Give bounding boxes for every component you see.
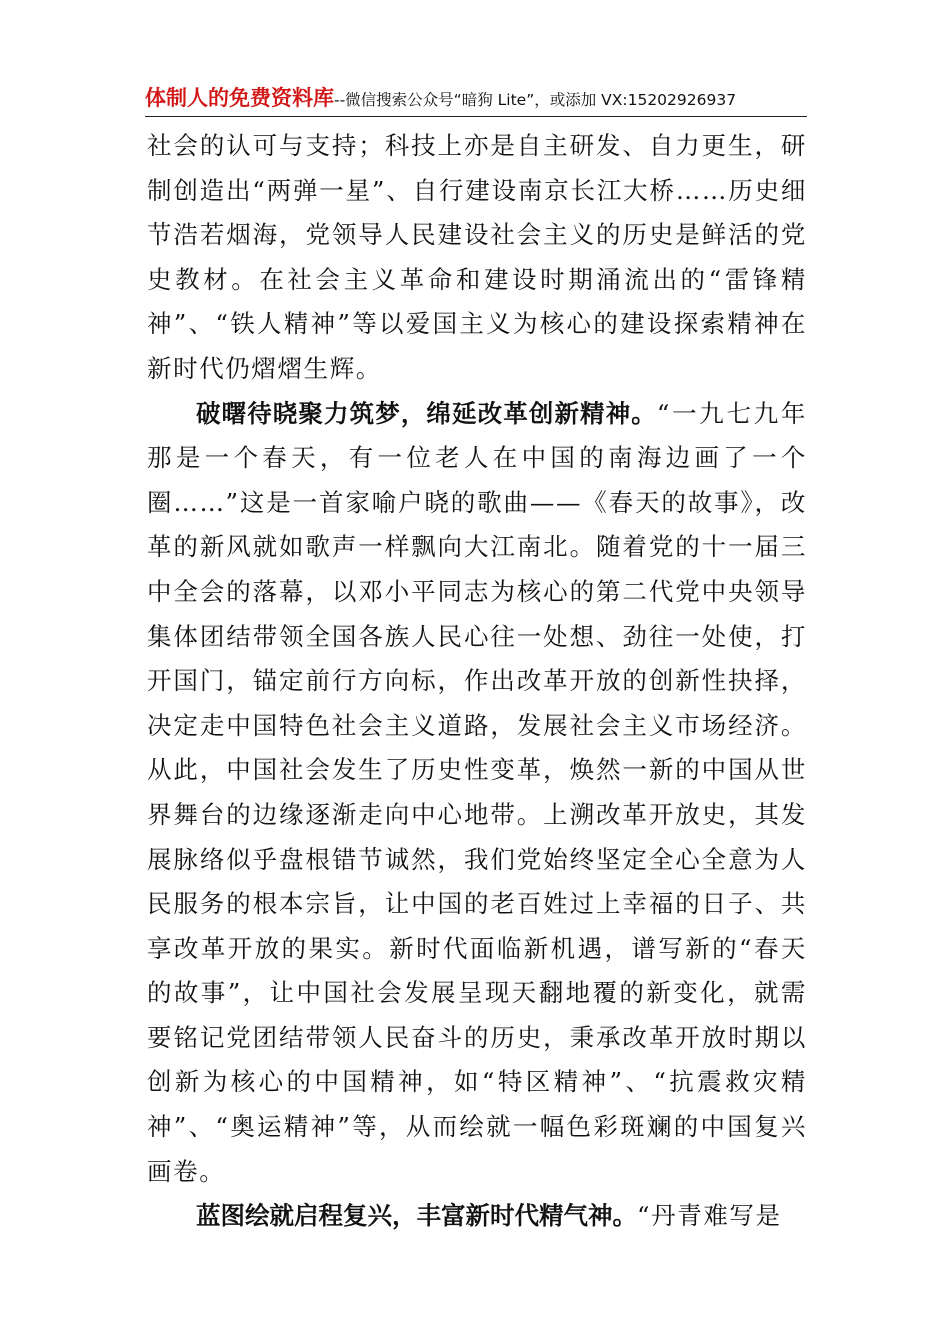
- document-body: [147, 124, 807, 1239]
- paragraph-new-era: [147, 1194, 807, 1239]
- paragraph-text: 社会的认可与支持；科技上亦是自主研发、自力更生，研制创造出“两弹一星”、自行建设南京长江大桥……历史细节浩若烟海，党领导人民建设社会主义的历史是鲜活的党史教材。在社会主义革命和建设时期涌流出的“雷锋精神”、“铁人精神”等以爱国主义为核心的建设探索精神在新时代仍熠熠生辉。: [147, 131, 807, 383]
- paragraph-reform: [147, 392, 807, 1195]
- paragraph-lead: 蓝图绘就启程复兴，丰富新时代精气神。: [196, 1201, 637, 1231]
- paragraph-continued: [147, 124, 807, 392]
- page-header: [145, 82, 807, 117]
- header-contact: --微信搜索公众号“暗狗 Lite”，或添加 VX:15202926937: [334, 91, 737, 109]
- library-name: 体制人的免费资料库: [145, 86, 334, 110]
- paragraph-lead: 破曙待晓聚力筑梦，绵延改革创新精神。: [196, 398, 657, 428]
- paragraph-text: “一九七九年那是一个春天，有一位老人在中国的南海边画了一个圈……”这是一首家喻户晓的歌曲——《春天的故事》，改革的新风就如歌声一样飘向大江南北。随着党的十一届三中全会的落幕，以邓小平同志为核心的第二代党中央领导集体团结带领全国各族人民心往一处想、劲往一处使，打开国门，锚定前行方向标，作出改革开放的创新性抉择，决定走中国特色社会主义道路，发展社会主义市场经济。从此，中国社会发生了历史性变革，焕然一新的中国从世界舞台的边缘逐渐走向中心地带。上溯改革开放史，其发展脉络似乎盘根错节诚然，我们党始终坚定全心全意为人民服务的根本宗旨，让中国的老百姓过上幸福的日子、共享改革开放的果实。新时代面临新机遇，谱写新的“春天的故事”，让中国社会发展呈现天翻地覆的新变化，就需要铭记党团结带领人民奋斗的历史，秉承改革开放时期以创新为核心的中国精神，如“特区精神”、“抗震救灾精神”、“奥运精神”等，从而绘就一幅色彩斑斓的中国复兴画卷。: [147, 398, 808, 1186]
- paragraph-text: “丹青难写是: [637, 1201, 782, 1231]
